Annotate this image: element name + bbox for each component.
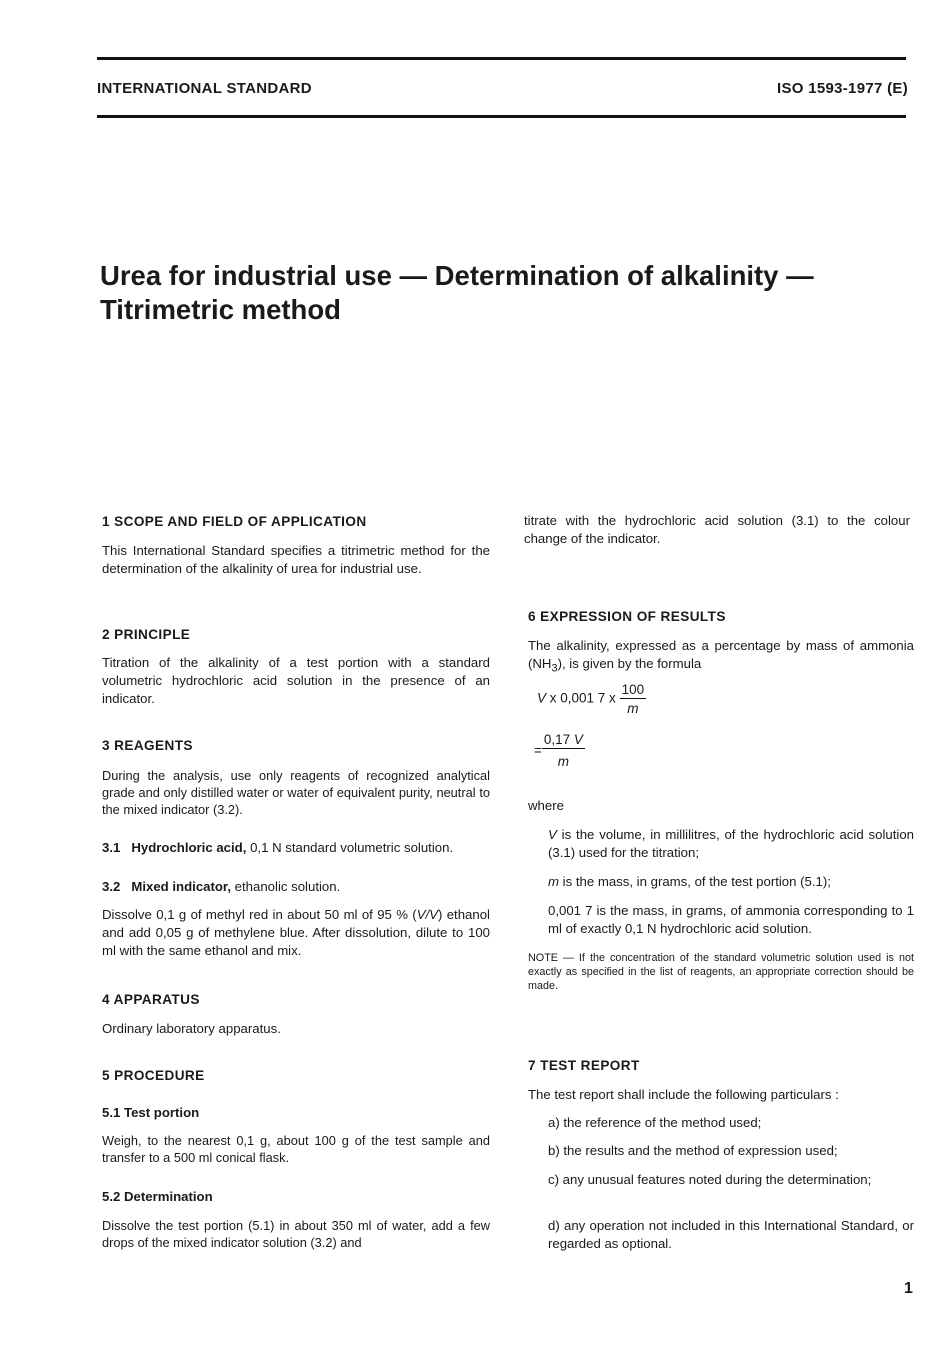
note (528, 951, 914, 993)
section-7-intro: The test report shall include the following particulars : (528, 1087, 839, 1102)
section-4-heading: 4 APPARATUS (102, 992, 200, 1007)
page-number: 1 (904, 1280, 913, 1297)
section-5-1-heading: 5.1 Test portion (102, 1105, 200, 1120)
definition-v (548, 826, 914, 862)
formula-1-middle: x 0,001 7 x (546, 690, 620, 706)
section-3-2-number: 3.2 (102, 879, 121, 894)
report-item-a-text: a) the reference of the method used; (548, 1115, 762, 1130)
title-line-2: Titrimetric method (100, 294, 341, 325)
section-3-2-part-1: Dissolve 0,1 g of methyl red in about 50 ml of 95 % ( (102, 907, 417, 922)
section-3-text: During the analysis, use only reagents of recognized analytical grade and only distilled water or water of equivalent purity, neutral to the mixed indicator (3.2). (102, 768, 490, 817)
report-item-c-text: c) any unusual features noted during the determination; (548, 1172, 872, 1187)
definition-m (548, 873, 914, 891)
section-5-2-continued (524, 512, 910, 548)
section-5-1-text: Weigh, to the nearest 0,1 g, about 100 g of the test sample and transfer to a 500 ml conical flask. (102, 1133, 490, 1165)
title-line-1: Urea for industrial use — Determination of alkalinity — (100, 260, 814, 291)
definition-m-symbol: m (548, 874, 559, 889)
section-2-heading: 2 PRINCIPLE (102, 627, 191, 642)
document-title (100, 259, 880, 327)
section-5-2-text: Dissolve the test portion (5.1) in about 350 ml of water, add a few drops of the mixed indicator solution (3.2) and (102, 1218, 490, 1250)
section-4-text: Ordinary laboratory apparatus. (102, 1021, 281, 1036)
report-item-d-text: d) any operation not included in this International Standard, or regarded as optional. (548, 1218, 914, 1251)
section-3-1-number: 3.1 (102, 840, 121, 855)
section-3-1 (102, 839, 490, 857)
formula-2-numerator (542, 732, 585, 749)
section-5-2-heading: 5.2 Determination (102, 1189, 213, 1204)
formula-1-volume: V (537, 690, 547, 706)
header-left: INTERNATIONAL STANDARD (97, 80, 312, 97)
section-2 (102, 626, 490, 708)
section-5 (102, 1067, 490, 1251)
report-item-b (548, 1142, 914, 1160)
section-3-1-text: 0,1 N standard volumetric solution. (246, 840, 454, 855)
section-1 (102, 513, 490, 578)
section-3-2-part-2: ) ethanol and add 0,05 g of methylene blue. After dissolution, dilute to 100 ml with the same ethanol and mix. (102, 907, 490, 958)
formula-2-denominator: m (557, 754, 570, 769)
section-6-intro-part-2: ), is given by the formula (557, 656, 702, 671)
formula-1-denominator: m (627, 701, 639, 716)
report-item-c (548, 1171, 914, 1189)
section-3-1-bold: Hydrochloric acid, (131, 840, 247, 855)
section-6 (528, 608, 914, 678)
section-3-2-paragraph (102, 906, 490, 960)
formula-2 (534, 732, 585, 769)
nh3-subscript: 3 (551, 662, 558, 675)
section-1-heading: 1 SCOPE AND FIELD OF APPLICATION (102, 514, 367, 529)
section-6-intro-part-1: The alkalinity, expressed as a percentage by mass of ammonia (NH (528, 638, 914, 671)
section-3-heading: 3 REAGENTS (102, 738, 193, 753)
section-6-intro (528, 637, 914, 678)
section-3-2-bold: Mixed indicator, (131, 879, 232, 894)
definition-v-text: is the volume, in millilitres, of the hydrochloric acid solution (3.1) used for the titration; (548, 827, 914, 860)
definition-m-text: is the mass, in grams, of the test portion (5.1); (559, 874, 831, 889)
header-top-rule (97, 57, 906, 60)
section-4 (102, 991, 490, 1038)
note-text: NOTE — If the concentration of the standard volumetric solution used is not exactly as specified in the list of reagents, an appropriate correction should be made. (528, 952, 914, 992)
definition-ammonia-text: 0,001 7 is the mass, in grams, of ammonia corresponding to 1 ml of exactly 0,1 N hydrochloric acid solution. (548, 903, 914, 936)
report-item-a (548, 1114, 914, 1132)
section-7 (528, 1057, 914, 1104)
formula-2-volume: V (573, 732, 583, 747)
definition-v-symbol: V (548, 827, 557, 842)
where-label: where (528, 798, 564, 813)
section-2-text: Titration of the alkalinity of a test portion with a standard volumetric hydrochloric acid solution in the presence of an indicator. (102, 655, 490, 706)
section-3-2-text: ethanolic solution. (231, 879, 341, 894)
volume-ratio: V/V (416, 907, 438, 922)
header-right: ISO 1593-1977 (E) (776, 80, 908, 97)
section-3-2 (102, 878, 490, 960)
report-item-d (548, 1217, 914, 1253)
section-3 (102, 737, 490, 818)
header-bottom-rule (97, 115, 906, 118)
section-5-2-continued-text: titrate with the hydrochloric acid solution (3.1) to the colour change of the indicator. (524, 513, 910, 546)
formula-2-fraction (542, 732, 585, 769)
section-1-text: This International Standard specifies a titrimetric method for the determination of the alkalinity of urea for industrial use. (102, 543, 490, 576)
section-5-heading: 5 PROCEDURE (102, 1068, 205, 1083)
report-item-b-text: b) the results and the method of expression used; (548, 1143, 838, 1158)
formula-1-numerator: 100 (621, 682, 645, 697)
formula-2-equals: = (534, 743, 542, 758)
formula-2-coefficient: 0,17 (543, 732, 574, 747)
formula-1-fraction (620, 682, 647, 716)
section-6-heading: 6 EXPRESSION OF RESULTS (528, 609, 726, 624)
definition-ammonia (548, 902, 914, 938)
formula-1 (537, 682, 646, 716)
section-7-heading: 7 TEST REPORT (528, 1058, 640, 1073)
